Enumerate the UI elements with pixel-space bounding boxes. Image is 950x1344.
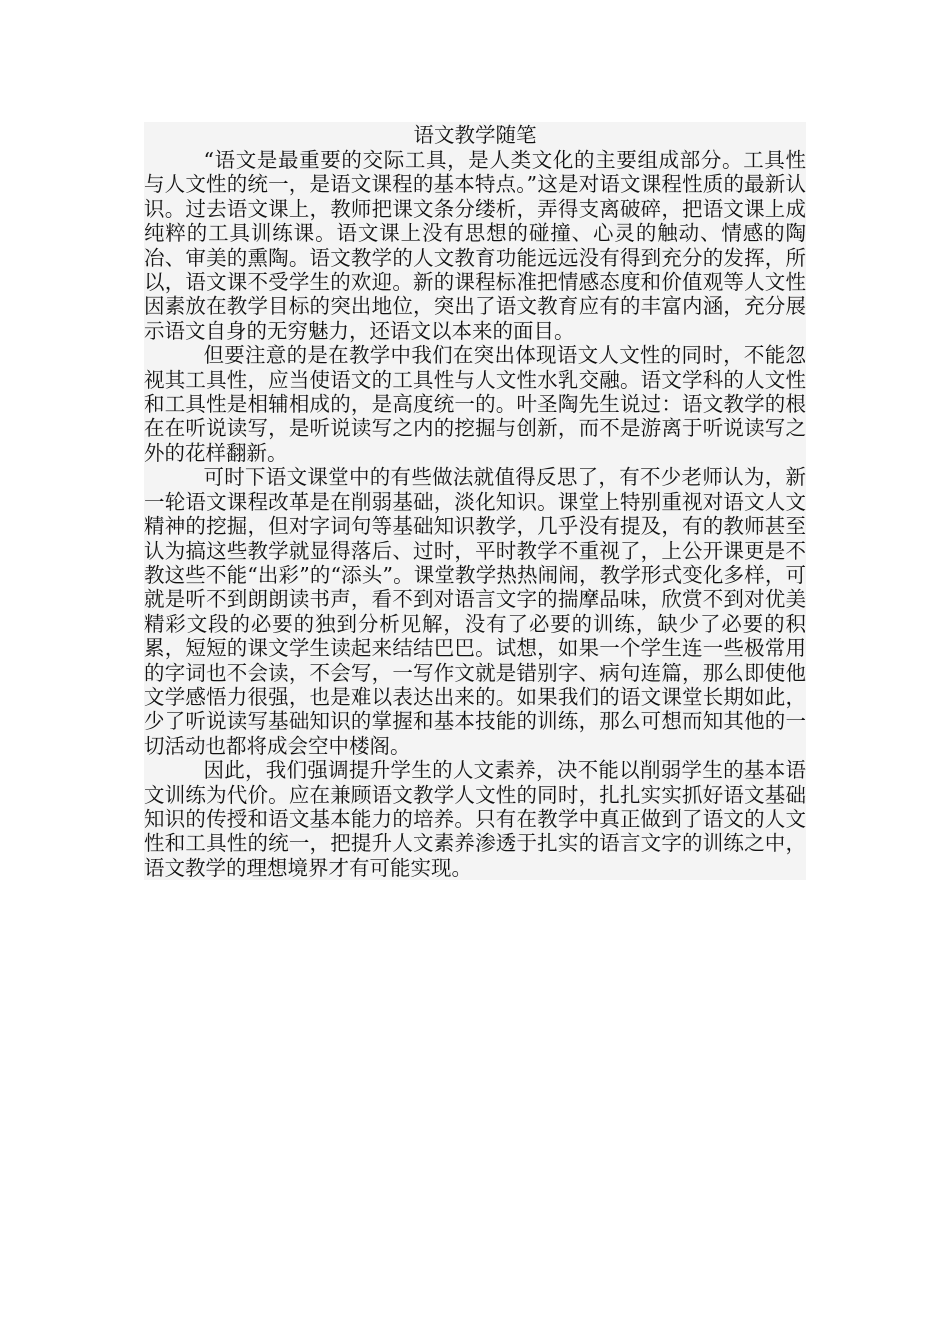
- essay-title: 语文教学随笔: [413, 123, 537, 147]
- essay-paragraph-3: 可时下语文课堂中的有些做法就值得反思了，有不少老师认为，新一轮语文课程改革是在削弱基础，淡化知识。课堂上特别重视对语文人文精神的挖掘，但对字词句等基础知识教学，几乎没有提及，有的教师甚至认为搞这些教学就显得落后、过时，平时教学不重视了，上公开课更是不教这些不能“出彩”的“添头”。课堂教学热热闹闹，教学形式变化多样，可就是听不到朗朗读书声，看不到对语言文字的揣摩品味，欣赏不到对优美精彩文段的必要的独到分析见解，没有了必要的训练，缺少了必要的积累，短短的课文学生读起来结结巴巴。试想，如果一个学生连一些极常用的字词也不会读，不会写，一写作文就是错别字、病句连篇，那么即使他文学感悟力很强，也是难以表达出来的。如果我们的语文课堂长期如此，少了听说读写基础知识的掌握和基本技能的训练，那么可想而知其他的一切活动也都将成会空中楼阁。: [144, 465, 806, 758]
- essay-paragraph-2: 但要注意的是在教学中我们在突出体现语文人文性的同时，不能忽视其工具性，应当使语文的工具性与人文性水乳交融。语文学科的人文性和工具性是相辅相成的，是高度统一的。叶圣陶先生说过：语文教学的根在在听说读写，是听说读写之内的挖掘与创新，而不是游离于听说读写之外的花样翻新。: [144, 343, 806, 465]
- essay-paragraph-1: “语文是最重要的交际工具，是人类文化的主要组成部分。工具性与人文性的统一，是语文课程的基本特点。”这是对语文课程性质的最新认识。过去语文课上，教师把课文条分缕析，弄得支离破碎，把语文课上成纯粹的工具训练课。语文课上没有思想的碰撞、心灵的触动、情感的陶冶、审美的熏陶。语文教学的人文教育功能远远没有得到充分的发挥，所以，语文课不受学生的欢迎。新的课程标准把情感态度和价值观等人文性因素放在教学目标的突出地位，突出了语文教育应有的丰富内涵，充分展示语文自身的无穷魅力，还语文以本来的面目。: [144, 148, 806, 343]
- essay-text-block: [144, 122, 806, 880]
- essay-paragraph-4: 因此，我们强调提升学生的人文素养，决不能以削弱学生的基本语文训练为代价。应在兼顾语文教学人文性的同时，扎扎实实抓好语文基础知识的传授和语文基本能力的培养。只有在教学中真正做到了语文的人文性和工具性的统一，把提升人文素养渗透于扎实的语言文字的训练之中，语文教学的理想境界才有可能实现。: [144, 758, 806, 880]
